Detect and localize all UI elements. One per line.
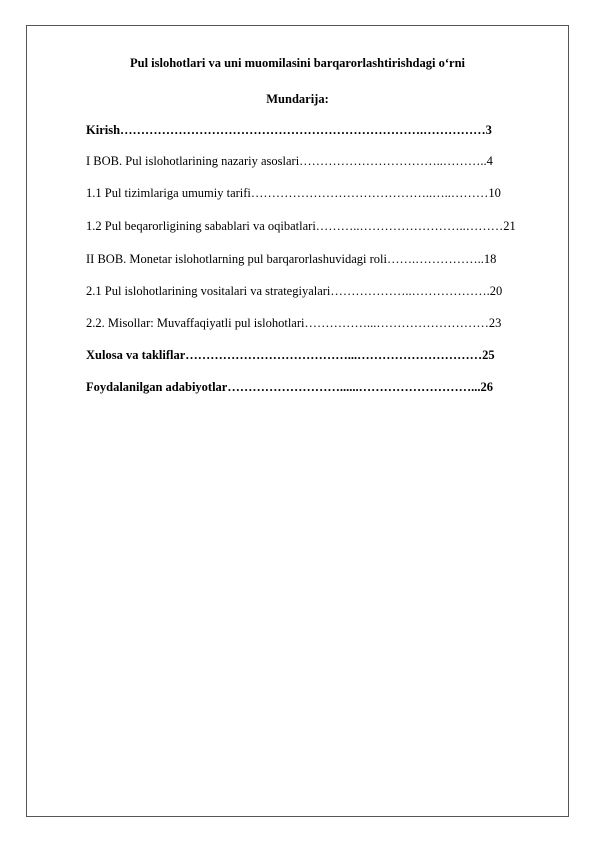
page-border bbox=[26, 25, 569, 817]
toc-heading: Mundarija: bbox=[266, 92, 329, 106]
toc-entry-kirish: Kirish……………………………………………………………….……………3 bbox=[86, 123, 492, 137]
toc-entry-1-1: 1.1 Pul tizimlariga umumiy tarifi……………………………………..…..………10 bbox=[86, 186, 501, 200]
toc-entry-2-1: 2.1 Pul islohotlarining vositalari va strategiyalari………………..……………….20 bbox=[86, 284, 503, 298]
toc-entry-xulosa: Xulosa va takliflar…………………………………...…………………………25 bbox=[86, 348, 495, 362]
toc-entry-chapter-2: II BOB. Monetar islohotlarning pul barqarorlashuvidagi roli…….……………..18 bbox=[86, 252, 497, 266]
toc-entry-2-2: 2.2. Misollar: Muvaffaqiyatli pul islohotlari……………...………………………23 bbox=[86, 316, 502, 330]
toc-entry-chapter-1: I BOB. Pul islohotlarining nazariy asoslari……………………………..………..4 bbox=[86, 154, 493, 168]
document-title: Pul islohotlari va uni muomilasini barqarorlashtirishdagi o‘rni bbox=[129, 56, 465, 70]
toc-entry-adabiyotlar: Foydalanilgan adabiyotlar………………………......………………………...26 bbox=[86, 380, 493, 394]
toc-entry-1-2: 1.2 Pul beqarorligining sabablari va oqibatlari………..……………………..………21 bbox=[86, 219, 516, 233]
